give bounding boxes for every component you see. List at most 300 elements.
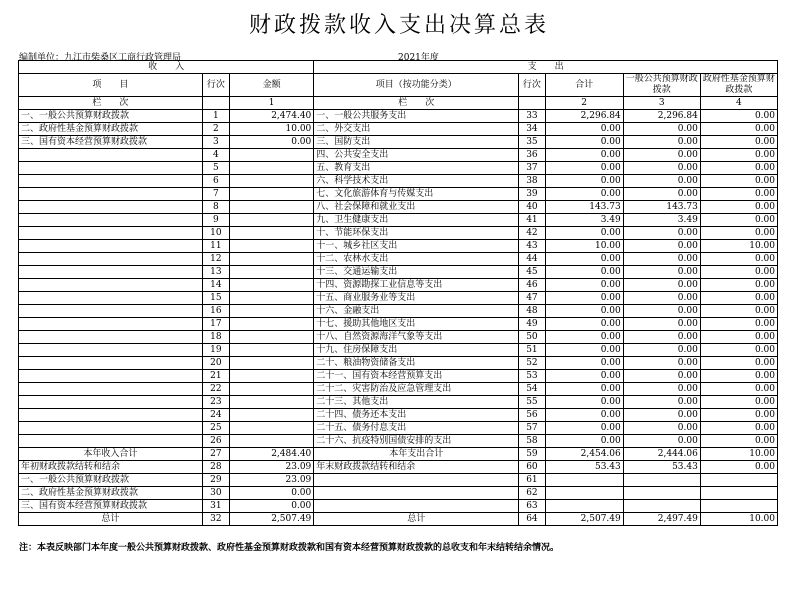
- expense-row-no: 49: [519, 318, 545, 331]
- table-row: [19, 513, 778, 526]
- expense-general-budget: 0.00: [623, 123, 700, 136]
- income-item: 本年收入合计: [19, 448, 203, 461]
- income-amount: 0.00: [230, 487, 314, 500]
- table-row: [19, 162, 778, 175]
- income-amount: [230, 357, 314, 370]
- expense-row-no: 33: [519, 110, 545, 123]
- income-amount: [230, 435, 314, 448]
- expense-total: 0.00: [545, 435, 623, 448]
- expense-general-budget: 0.00: [623, 292, 700, 305]
- expense-general-budget: 0.00: [623, 279, 700, 292]
- income-amount: [230, 175, 314, 188]
- income-row-no: 6: [202, 175, 229, 188]
- expense-item: 二十三、其他支出: [314, 396, 519, 409]
- expense-row-no: 35: [519, 136, 545, 149]
- income-amount: [230, 396, 314, 409]
- income-row-no: 5: [202, 162, 229, 175]
- table-row: [19, 279, 778, 292]
- income-amount: [230, 227, 314, 240]
- expense-general-budget: [623, 500, 700, 513]
- table-row: [19, 253, 778, 266]
- expense-fund-budget: 0.00: [700, 409, 777, 422]
- income-item: [19, 188, 203, 201]
- income-amount: [230, 240, 314, 253]
- expense-general-budget: 2,497.49: [623, 513, 700, 526]
- expense-item: 十八、自然资源海洋气象等支出: [314, 331, 519, 344]
- col-header-amount: 金额: [230, 74, 314, 97]
- expense-total: 0.00: [545, 175, 623, 188]
- expense-item: 十七、援助其他地区支出: [314, 318, 519, 331]
- income-row-no: 21: [202, 370, 229, 383]
- expense-general-budget: 0.00: [623, 266, 700, 279]
- expense-item: 本年支出合计: [314, 448, 519, 461]
- table-row: [19, 123, 778, 136]
- expense-general-budget: 0.00: [623, 331, 700, 344]
- table-row: [19, 318, 778, 331]
- expense-fund-budget: 0.00: [700, 305, 777, 318]
- expense-row-no: 36: [519, 149, 545, 162]
- col-header-fund-budget: 政府性基金预算财政拨款: [700, 74, 777, 97]
- expense-fund-budget: 0.00: [700, 396, 777, 409]
- expense-general-budget: 0.00: [623, 253, 700, 266]
- expense-total: 0.00: [545, 188, 623, 201]
- col-header-general-budget: 一般公共预算财政拨款: [623, 74, 700, 97]
- income-row-no: 29: [202, 474, 229, 487]
- income-row-no: 26: [202, 435, 229, 448]
- income-row-no: 14: [202, 279, 229, 292]
- expense-general-budget: 0.00: [623, 344, 700, 357]
- income-row-no: 7: [202, 188, 229, 201]
- income-amount: [230, 266, 314, 279]
- income-amount: [230, 279, 314, 292]
- income-amount: [230, 292, 314, 305]
- expense-general-budget: 2,444.06: [623, 448, 700, 461]
- income-row-no: 31: [202, 500, 229, 513]
- expense-item: 九、卫生健康支出: [314, 214, 519, 227]
- expense-row-no: 48: [519, 305, 545, 318]
- expense-row-no: 52: [519, 357, 545, 370]
- income-item: [19, 435, 203, 448]
- expense-general-budget: [623, 487, 700, 500]
- income-amount: [230, 214, 314, 227]
- income-row-no: 13: [202, 266, 229, 279]
- income-item: [19, 240, 203, 253]
- table-body: [19, 110, 778, 526]
- expense-total: [545, 474, 623, 487]
- expense-general-budget: 0.00: [623, 305, 700, 318]
- expense-general-budget: 2,296.84: [623, 110, 700, 123]
- income-item: [19, 305, 203, 318]
- expense-fund-budget: 0.00: [700, 435, 777, 448]
- table-row: [19, 435, 778, 448]
- expense-fund-budget: 10.00: [700, 513, 777, 526]
- income-row-no: 18: [202, 331, 229, 344]
- expense-item: 总计: [314, 513, 519, 526]
- table-row: [19, 422, 778, 435]
- column-index-3: 3: [623, 97, 700, 110]
- income-row-no: 17: [202, 318, 229, 331]
- reporting-unit: 编制单位：九江市柴桑区工商行政管理局: [19, 53, 182, 63]
- expense-fund-budget: [700, 474, 777, 487]
- column-index-blank: [202, 97, 229, 110]
- expense-total: 53.43: [545, 461, 623, 474]
- table-row: [19, 461, 778, 474]
- income-item: 一、一般公共预算财政拨款: [19, 474, 203, 487]
- expense-general-budget: 3.49: [623, 214, 700, 227]
- income-row-no: 2: [202, 123, 229, 136]
- expense-fund-budget: 0.00: [700, 201, 777, 214]
- expense-total: 0.00: [545, 422, 623, 435]
- income-item: [19, 331, 203, 344]
- expense-fund-budget: 0.00: [700, 318, 777, 331]
- expense-row-no: 59: [519, 448, 545, 461]
- income-item: 一、一般公共预算财政拨款: [19, 110, 203, 123]
- expense-total: 0.00: [545, 318, 623, 331]
- expense-fund-budget: 0.00: [700, 253, 777, 266]
- footnote: 注：本表反映部门本年度一般公共预算财政拨款、政府性基金预算财政拨款和国有资本经营预算财政拨款的总收支和年末结转结余情况。: [19, 543, 560, 553]
- expense-fund-budget: 0.00: [700, 175, 777, 188]
- income-item: [19, 279, 203, 292]
- col-header-expense-item: 项目（按功能分类）: [314, 74, 519, 97]
- expense-general-budget: [623, 474, 700, 487]
- expense-row-no: 57: [519, 422, 545, 435]
- expense-total: 0.00: [545, 305, 623, 318]
- expense-item: 八、社会保障和就业支出: [314, 201, 519, 214]
- income-amount: [230, 409, 314, 422]
- income-amount: [230, 188, 314, 201]
- expense-item: 六、科学技术支出: [314, 175, 519, 188]
- expense-row-no: 43: [519, 240, 545, 253]
- expense-item: [314, 487, 519, 500]
- expense-fund-budget: 0.00: [700, 227, 777, 240]
- expense-row-no: 58: [519, 435, 545, 448]
- col-header-row-no: 行次: [202, 74, 229, 97]
- expense-general-budget: 0.00: [623, 175, 700, 188]
- expense-total: 0.00: [545, 123, 623, 136]
- expense-fund-budget: [700, 500, 777, 513]
- table-row: [19, 383, 778, 396]
- expense-total: 10.00: [545, 240, 623, 253]
- expense-total: 0.00: [545, 357, 623, 370]
- table-row: [19, 474, 778, 487]
- expense-fund-budget: 0.00: [700, 136, 777, 149]
- income-amount: 2,474.40: [230, 110, 314, 123]
- expense-section-header: 支 出: [314, 61, 778, 74]
- income-row-no: 15: [202, 292, 229, 305]
- expense-row-no: 39: [519, 188, 545, 201]
- expense-row-no: 64: [519, 513, 545, 526]
- column-index-1: 1: [230, 97, 314, 110]
- expense-total: 0.00: [545, 396, 623, 409]
- expense-row-no: 37: [519, 162, 545, 175]
- income-row-no: 10: [202, 227, 229, 240]
- expense-item: 四、公共安全支出: [314, 149, 519, 162]
- income-item: 年初财政拨款结转和结余: [19, 461, 203, 474]
- income-row-no: 11: [202, 240, 229, 253]
- income-amount: [230, 370, 314, 383]
- income-row-no: 19: [202, 344, 229, 357]
- column-index-4: 4: [700, 97, 777, 110]
- expense-item: 三、国防支出: [314, 136, 519, 149]
- income-item: [19, 357, 203, 370]
- expense-item: 十三、交通运输支出: [314, 266, 519, 279]
- expense-fund-budget: 0.00: [700, 331, 777, 344]
- income-row-no: 22: [202, 383, 229, 396]
- expense-row-no: 34: [519, 123, 545, 136]
- income-row-no: 32: [202, 513, 229, 526]
- income-amount: 0.00: [230, 500, 314, 513]
- table-row: [19, 136, 778, 149]
- table-row: [19, 396, 778, 409]
- table-row: [19, 240, 778, 253]
- expense-general-budget: 0.00: [623, 227, 700, 240]
- expense-item: 二十一、国有资本经营预算支出: [314, 370, 519, 383]
- table-row: [19, 487, 778, 500]
- income-row-no: 20: [202, 357, 229, 370]
- table-row: [19, 110, 778, 123]
- income-item: [19, 266, 203, 279]
- income-amount: 0.00: [230, 136, 314, 149]
- expense-fund-budget: 0.00: [700, 266, 777, 279]
- column-index-blank: [519, 97, 545, 110]
- expense-fund-budget: [700, 487, 777, 500]
- expense-item: 七、文化旅游体育与传媒支出: [314, 188, 519, 201]
- expense-general-budget: 143.73: [623, 201, 700, 214]
- income-amount: [230, 383, 314, 396]
- expense-total: 3.49: [545, 214, 623, 227]
- expense-fund-budget: 0.00: [700, 162, 777, 175]
- expense-item: 十二、农林水支出: [314, 253, 519, 266]
- expense-total: 2,507.49: [545, 513, 623, 526]
- expense-row-no: 56: [519, 409, 545, 422]
- expense-fund-budget: 10.00: [700, 240, 777, 253]
- fiscal-year: 2021年度: [398, 53, 439, 63]
- expense-fund-budget: 0.00: [700, 188, 777, 201]
- expense-item: 年末财政拨款结转和结余: [314, 461, 519, 474]
- expense-item: 二十六、抗疫特别国债安排的支出: [314, 435, 519, 448]
- expense-fund-budget: 0.00: [700, 123, 777, 136]
- expense-total: 2,454.06: [545, 448, 623, 461]
- expense-fund-budget: 0.00: [700, 292, 777, 305]
- income-amount: 23.09: [230, 461, 314, 474]
- table-row: [19, 448, 778, 461]
- income-item: 二、政府性基金预算财政拨款: [19, 123, 203, 136]
- expense-item: [314, 474, 519, 487]
- expense-item: 十五、商业服务业等支出: [314, 292, 519, 305]
- expense-total: 0.00: [545, 409, 623, 422]
- expense-item: 十一、城乡社区支出: [314, 240, 519, 253]
- expense-row-no: 61: [519, 474, 545, 487]
- col-header-item: 项 目: [19, 74, 203, 97]
- column-index-label: 栏 次: [19, 97, 203, 110]
- expense-item: 二十二、灾害防治及应急管理支出: [314, 383, 519, 396]
- expense-general-budget: 0.00: [623, 188, 700, 201]
- income-amount: 23.09: [230, 474, 314, 487]
- expense-item: 五、教育支出: [314, 162, 519, 175]
- income-row-no: 24: [202, 409, 229, 422]
- expense-total: 0.00: [545, 253, 623, 266]
- income-amount: [230, 344, 314, 357]
- income-item: [19, 253, 203, 266]
- col-header-total: 合计: [545, 74, 623, 97]
- income-item: [19, 162, 203, 175]
- table-row: [19, 188, 778, 201]
- income-row-no: 12: [202, 253, 229, 266]
- income-item: [19, 370, 203, 383]
- table-row: [19, 266, 778, 279]
- expense-total: 0.00: [545, 331, 623, 344]
- income-item: 总计: [19, 513, 203, 526]
- income-item: [19, 227, 203, 240]
- expense-row-no: 54: [519, 383, 545, 396]
- income-amount: [230, 305, 314, 318]
- expense-fund-budget: 0.00: [700, 383, 777, 396]
- income-amount: [230, 162, 314, 175]
- income-amount: 10.00: [230, 123, 314, 136]
- expense-item: 一、一般公共服务支出: [314, 110, 519, 123]
- expense-general-budget: 0.00: [623, 162, 700, 175]
- expense-total: 0.00: [545, 370, 623, 383]
- column-index-2: 2: [545, 97, 623, 110]
- income-row-no: 3: [202, 136, 229, 149]
- income-row-no: 25: [202, 422, 229, 435]
- expense-row-no: 41: [519, 214, 545, 227]
- expense-row-no: 60: [519, 461, 545, 474]
- expense-total: 0.00: [545, 279, 623, 292]
- expense-item: 十四、资源勘探工业信息等支出: [314, 279, 519, 292]
- expense-item: 十、节能环保支出: [314, 227, 519, 240]
- table-row: [19, 357, 778, 370]
- income-amount: [230, 201, 314, 214]
- expense-general-budget: 53.43: [623, 461, 700, 474]
- expense-fund-budget: 0.00: [700, 279, 777, 292]
- table-row: [19, 227, 778, 240]
- income-item: 二、政府性基金预算财政拨款: [19, 487, 203, 500]
- income-item: [19, 383, 203, 396]
- column-index-label: 栏 次: [314, 97, 519, 110]
- expense-row-no: 55: [519, 396, 545, 409]
- page-title: 财政拨款收入支出决算总表: [248, 13, 549, 38]
- income-amount: 2,484.40: [230, 448, 314, 461]
- expense-total: [545, 487, 623, 500]
- expense-total: 2,296.84: [545, 110, 623, 123]
- expense-general-budget: 0.00: [623, 240, 700, 253]
- expense-fund-budget: 0.00: [700, 344, 777, 357]
- expense-row-no: 53: [519, 370, 545, 383]
- expense-item: 十九、住房保障支出: [314, 344, 519, 357]
- table-row: [19, 201, 778, 214]
- expense-total: 143.73: [545, 201, 623, 214]
- income-item: 三、国有资本经营预算财政拨款: [19, 136, 203, 149]
- expense-row-no: 63: [519, 500, 545, 513]
- income-row-no: 4: [202, 149, 229, 162]
- table-row: [19, 370, 778, 383]
- income-item: [19, 422, 203, 435]
- expense-item: 十六、金融支出: [314, 305, 519, 318]
- table-row: [19, 305, 778, 318]
- expense-fund-budget: 0.00: [700, 149, 777, 162]
- expense-total: 0.00: [545, 383, 623, 396]
- expense-row-no: 44: [519, 253, 545, 266]
- budget-summary-table: [18, 60, 778, 526]
- table-row: [19, 331, 778, 344]
- table-row: [19, 292, 778, 305]
- income-row-no: 23: [202, 396, 229, 409]
- expense-fund-budget: 0.00: [700, 357, 777, 370]
- expense-row-no: 45: [519, 266, 545, 279]
- income-item: [19, 214, 203, 227]
- expense-row-no: 62: [519, 487, 545, 500]
- expense-general-budget: 0.00: [623, 357, 700, 370]
- income-item: [19, 292, 203, 305]
- expense-fund-budget: 10.00: [700, 448, 777, 461]
- expense-item: [314, 500, 519, 513]
- income-item: [19, 318, 203, 331]
- income-item: [19, 149, 203, 162]
- expense-total: 0.00: [545, 266, 623, 279]
- income-amount: [230, 253, 314, 266]
- income-amount: [230, 331, 314, 344]
- income-row-no: 1: [202, 110, 229, 123]
- income-row-no: 27: [202, 448, 229, 461]
- expense-general-budget: 0.00: [623, 409, 700, 422]
- expense-general-budget: 0.00: [623, 396, 700, 409]
- income-item: [19, 175, 203, 188]
- expense-item: 二十五、债务付息支出: [314, 422, 519, 435]
- expense-item: 二、外交支出: [314, 123, 519, 136]
- expense-row-no: 42: [519, 227, 545, 240]
- expense-total: 0.00: [545, 227, 623, 240]
- income-item: 三、国有资本经营预算财政拨款: [19, 500, 203, 513]
- expense-row-no: 46: [519, 279, 545, 292]
- table-row: [19, 344, 778, 357]
- expense-total: 0.00: [545, 344, 623, 357]
- expense-fund-budget: 0.00: [700, 461, 777, 474]
- income-item: [19, 396, 203, 409]
- income-section-header: 收 入: [19, 61, 314, 74]
- expense-row-no: 38: [519, 175, 545, 188]
- expense-item: 二十四、债务还本支出: [314, 409, 519, 422]
- income-row-no: 8: [202, 201, 229, 214]
- expense-row-no: 40: [519, 201, 545, 214]
- expense-general-budget: 0.00: [623, 318, 700, 331]
- income-amount: [230, 149, 314, 162]
- income-item: [19, 344, 203, 357]
- expense-fund-budget: 0.00: [700, 214, 777, 227]
- income-row-no: 30: [202, 487, 229, 500]
- expense-total: 0.00: [545, 136, 623, 149]
- expense-general-budget: 0.00: [623, 383, 700, 396]
- expense-total: 0.00: [545, 292, 623, 305]
- expense-row-no: 47: [519, 292, 545, 305]
- income-row-no: 16: [202, 305, 229, 318]
- expense-total: 0.00: [545, 149, 623, 162]
- expense-general-budget: 0.00: [623, 149, 700, 162]
- table-row: [19, 500, 778, 513]
- expense-total: 0.00: [545, 162, 623, 175]
- expense-total: [545, 500, 623, 513]
- expense-general-budget: 0.00: [623, 370, 700, 383]
- expense-fund-budget: 0.00: [700, 370, 777, 383]
- table-row: [19, 149, 778, 162]
- table-row: [19, 409, 778, 422]
- expense-item: 二十、粮油物资储备支出: [314, 357, 519, 370]
- income-amount: 2,507.49: [230, 513, 314, 526]
- expense-row-no: 51: [519, 344, 545, 357]
- income-row-no: 28: [202, 461, 229, 474]
- expense-general-budget: 0.00: [623, 435, 700, 448]
- income-item: [19, 409, 203, 422]
